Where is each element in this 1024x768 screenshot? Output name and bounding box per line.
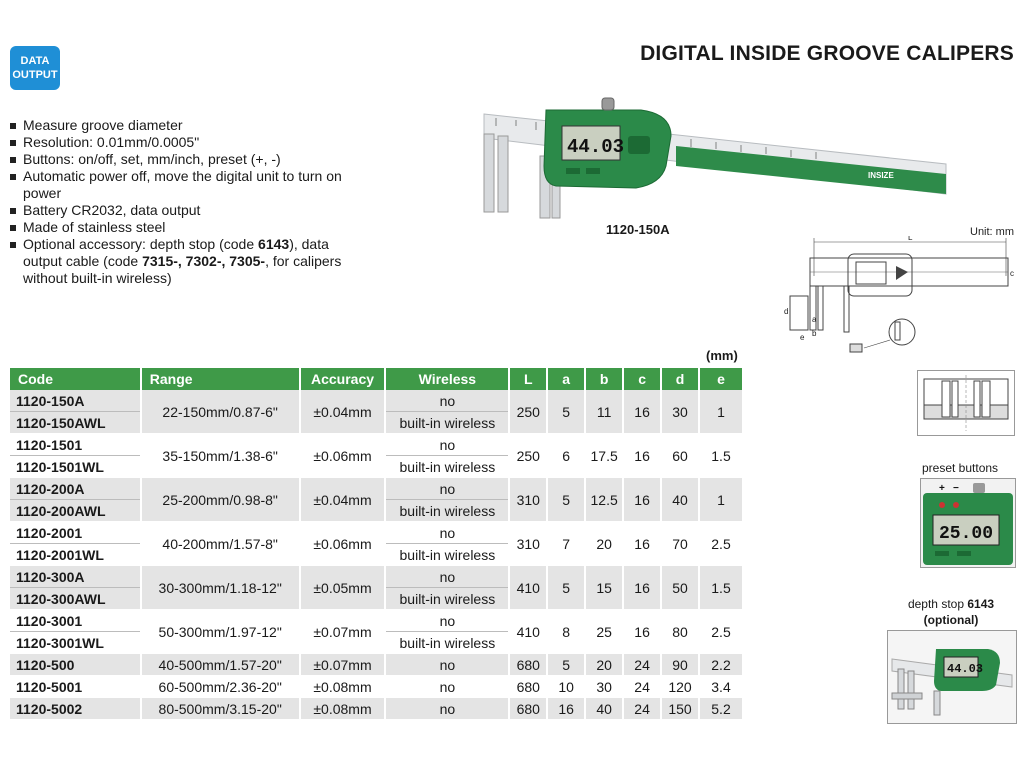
cell-code: 1120-5001 <box>10 676 141 698</box>
cell-range: 35-150mm/1.38-6" <box>141 434 300 478</box>
page-title: DIGITAL INSIDE GROOVE CALIPERS <box>640 42 1014 65</box>
cell-b: 20 <box>585 522 623 566</box>
cell-c: 24 <box>623 698 661 720</box>
cell-L: 680 <box>509 654 547 676</box>
spec-table <box>10 368 744 720</box>
cell-wireless: no <box>385 610 509 632</box>
cell-b: 20 <box>585 654 623 676</box>
cell-code: 1120-2001WL <box>10 544 141 566</box>
cell-c: 16 <box>623 478 661 522</box>
cell-d: 150 <box>661 698 699 720</box>
table-row <box>10 478 743 500</box>
cell-accuracy: ±0.06mm <box>300 522 386 566</box>
cell-code: 1120-3001 <box>10 610 141 632</box>
table-row <box>10 676 743 698</box>
dim-e: e <box>800 333 805 342</box>
cell-L: 680 <box>509 676 547 698</box>
depth-display-value: 44.03 <box>947 662 984 676</box>
cell-code: 1120-1501WL <box>10 456 141 478</box>
table-row <box>10 434 743 456</box>
col-header-c: c <box>623 368 661 390</box>
cell-code: 1120-3001WL <box>10 632 141 654</box>
unit-label: Unit: mm <box>970 226 1014 238</box>
cell-b: 12.5 <box>585 478 623 522</box>
cell-range: 22-150mm/0.87-6" <box>141 390 300 434</box>
cell-wireless: no <box>385 522 509 544</box>
cell-b: 30 <box>585 676 623 698</box>
cell-b: 17.5 <box>585 434 623 478</box>
data-output-badge <box>10 46 60 90</box>
col-header-d: d <box>661 368 699 390</box>
cell-accuracy: ±0.06mm <box>300 434 386 478</box>
cell-wireless: built-in wireless <box>385 412 509 434</box>
cell-d: 80 <box>661 610 699 654</box>
cell-accuracy: ±0.07mm <box>300 610 386 654</box>
dim-a: a <box>812 315 817 324</box>
cell-b: 25 <box>585 610 623 654</box>
cell-code: 1120-300AWL <box>10 588 141 610</box>
cell-wireless: no <box>385 478 509 500</box>
cell-L: 680 <box>509 698 547 720</box>
depth-stop-label: depth stop 6143 (optional) <box>907 597 995 627</box>
cell-b: 15 <box>585 566 623 610</box>
cell-L: 410 <box>509 566 547 610</box>
cell-wireless: no <box>385 654 509 676</box>
feature-item: Measure groove diameter <box>8 117 343 134</box>
cell-b: 40 <box>585 698 623 720</box>
cell-wireless: built-in wireless <box>385 588 509 610</box>
cell-a: 5 <box>547 390 585 434</box>
cell-code: 1120-1501 <box>10 434 141 456</box>
cell-e: 5.2 <box>699 698 743 720</box>
cell-d: 90 <box>661 654 699 676</box>
table-row <box>10 610 743 632</box>
jaw-detail-drawing <box>917 370 1015 436</box>
feature-item: Automatic power off, move the digital unit to turn on power <box>8 168 343 202</box>
cell-e: 3.4 <box>699 676 743 698</box>
cell-accuracy: ±0.08mm <box>300 676 386 698</box>
cell-range: 60-500mm/2.36-20" <box>141 676 300 698</box>
col-header-code: Code <box>10 368 141 390</box>
cell-wireless: no <box>385 434 509 456</box>
cell-accuracy: ±0.07mm <box>300 654 386 676</box>
cell-code: 1120-150AWL <box>10 412 141 434</box>
cell-wireless: no <box>385 566 509 588</box>
cell-e: 1.5 <box>699 434 743 478</box>
col-header-L: L <box>509 368 547 390</box>
minus-symbol: − <box>953 483 959 494</box>
col-header-range: Range <box>141 368 300 390</box>
preset-display-value: 25.00 <box>939 524 994 544</box>
cell-c: 24 <box>623 676 661 698</box>
cell-wireless: built-in wireless <box>385 544 509 566</box>
cell-e: 1.5 <box>699 566 743 610</box>
cell-c: 16 <box>623 566 661 610</box>
cell-accuracy: ±0.05mm <box>300 566 386 610</box>
cell-range: 40-500mm/1.57-20" <box>141 654 300 676</box>
plus-symbol: + <box>939 483 945 494</box>
cell-a: 10 <box>547 676 585 698</box>
cell-a: 8 <box>547 610 585 654</box>
table-header-row <box>10 368 743 390</box>
cell-L: 310 <box>509 478 547 522</box>
mm-unit-label: (mm) <box>706 348 738 363</box>
col-header-b: b <box>585 368 623 390</box>
cell-a: 6 <box>547 434 585 478</box>
cell-accuracy: ±0.08mm <box>300 698 386 720</box>
cell-c: 16 <box>623 390 661 434</box>
cell-range: 30-300mm/1.18-12" <box>141 566 300 610</box>
cell-wireless: no <box>385 698 509 720</box>
cell-c: 16 <box>623 434 661 478</box>
brand-text: INSIZE <box>868 171 894 180</box>
caliper-photo <box>476 96 956 226</box>
cell-a: 5 <box>547 654 585 676</box>
table-row <box>10 698 743 720</box>
feature-item: Made of stainless steel <box>8 219 343 236</box>
cell-c: 16 <box>623 522 661 566</box>
cell-a: 5 <box>547 566 585 610</box>
dim-d: d <box>784 307 789 316</box>
cell-c: 16 <box>623 610 661 654</box>
feature-item-accessory: Optional accessory: depth stop (code 6143), data output cable (code 7315-, 7302-, 7305-, for calipers without built-in wireless) <box>8 236 343 287</box>
cell-a: 16 <box>547 698 585 720</box>
cell-c: 24 <box>623 654 661 676</box>
cell-a: 7 <box>547 522 585 566</box>
cell-code: 1120-200A <box>10 478 141 500</box>
dimension-drawing <box>780 236 1020 356</box>
col-header-wireless: Wireless <box>385 368 509 390</box>
feature-item: Resolution: 0.01mm/0.0005" <box>8 134 343 151</box>
table-row <box>10 654 743 676</box>
cell-d: 40 <box>661 478 699 522</box>
badge-line1: DATA <box>20 55 50 67</box>
cell-range: 80-500mm/3.15-20" <box>141 698 300 720</box>
cell-d: 50 <box>661 566 699 610</box>
product-code: 1120-150A <box>606 222 670 237</box>
col-header-a: a <box>547 368 585 390</box>
cell-accuracy: ±0.04mm <box>300 390 386 434</box>
cell-range: 50-300mm/1.97-12" <box>141 610 300 654</box>
feature-item: Buttons: on/off, set, mm/inch, preset (+, -) <box>8 151 343 168</box>
feature-item: Battery CR2032, data output <box>8 202 343 219</box>
product-display-value: 44.03 <box>567 136 625 158</box>
cell-range: 25-200mm/0.98-8" <box>141 478 300 522</box>
cell-code: 1120-200AWL <box>10 500 141 522</box>
cell-d: 70 <box>661 522 699 566</box>
cell-L: 310 <box>509 522 547 566</box>
preset-buttons-photo <box>920 478 1016 568</box>
cell-code: 1120-5002 <box>10 698 141 720</box>
cell-wireless: built-in wireless <box>385 456 509 478</box>
cell-wireless: built-in wireless <box>385 632 509 654</box>
cell-e: 2.5 <box>699 610 743 654</box>
col-header-accuracy: Accuracy <box>300 368 386 390</box>
cell-b: 11 <box>585 390 623 434</box>
cell-code: 1120-150A <box>10 390 141 412</box>
table-row <box>10 390 743 412</box>
dim-L: L <box>908 236 913 242</box>
depth-stop-photo <box>887 630 1017 724</box>
badge-line2: OUTPUT <box>12 69 58 81</box>
col-header-e: e <box>699 368 743 390</box>
cell-L: 250 <box>509 434 547 478</box>
feature-list <box>8 117 343 287</box>
cell-wireless: no <box>385 676 509 698</box>
cell-L: 410 <box>509 610 547 654</box>
preset-buttons-label: preset buttons <box>922 461 999 475</box>
table-row <box>10 566 743 588</box>
table-row <box>10 522 743 544</box>
cell-e: 1 <box>699 390 743 434</box>
cell-d: 60 <box>661 434 699 478</box>
cell-a: 5 <box>547 478 585 522</box>
cell-code: 1120-500 <box>10 654 141 676</box>
cell-d: 120 <box>661 676 699 698</box>
cell-accuracy: ±0.04mm <box>300 478 386 522</box>
dim-c: c <box>1010 269 1014 278</box>
cell-code: 1120-2001 <box>10 522 141 544</box>
dim-b: b <box>812 329 817 338</box>
cell-code: 1120-300A <box>10 566 141 588</box>
cell-wireless: built-in wireless <box>385 500 509 522</box>
cell-e: 2.2 <box>699 654 743 676</box>
cell-e: 1 <box>699 478 743 522</box>
cell-L: 250 <box>509 390 547 434</box>
cell-d: 30 <box>661 390 699 434</box>
cell-wireless: no <box>385 390 509 412</box>
cell-e: 2.5 <box>699 522 743 566</box>
cell-range: 40-200mm/1.57-8" <box>141 522 300 566</box>
